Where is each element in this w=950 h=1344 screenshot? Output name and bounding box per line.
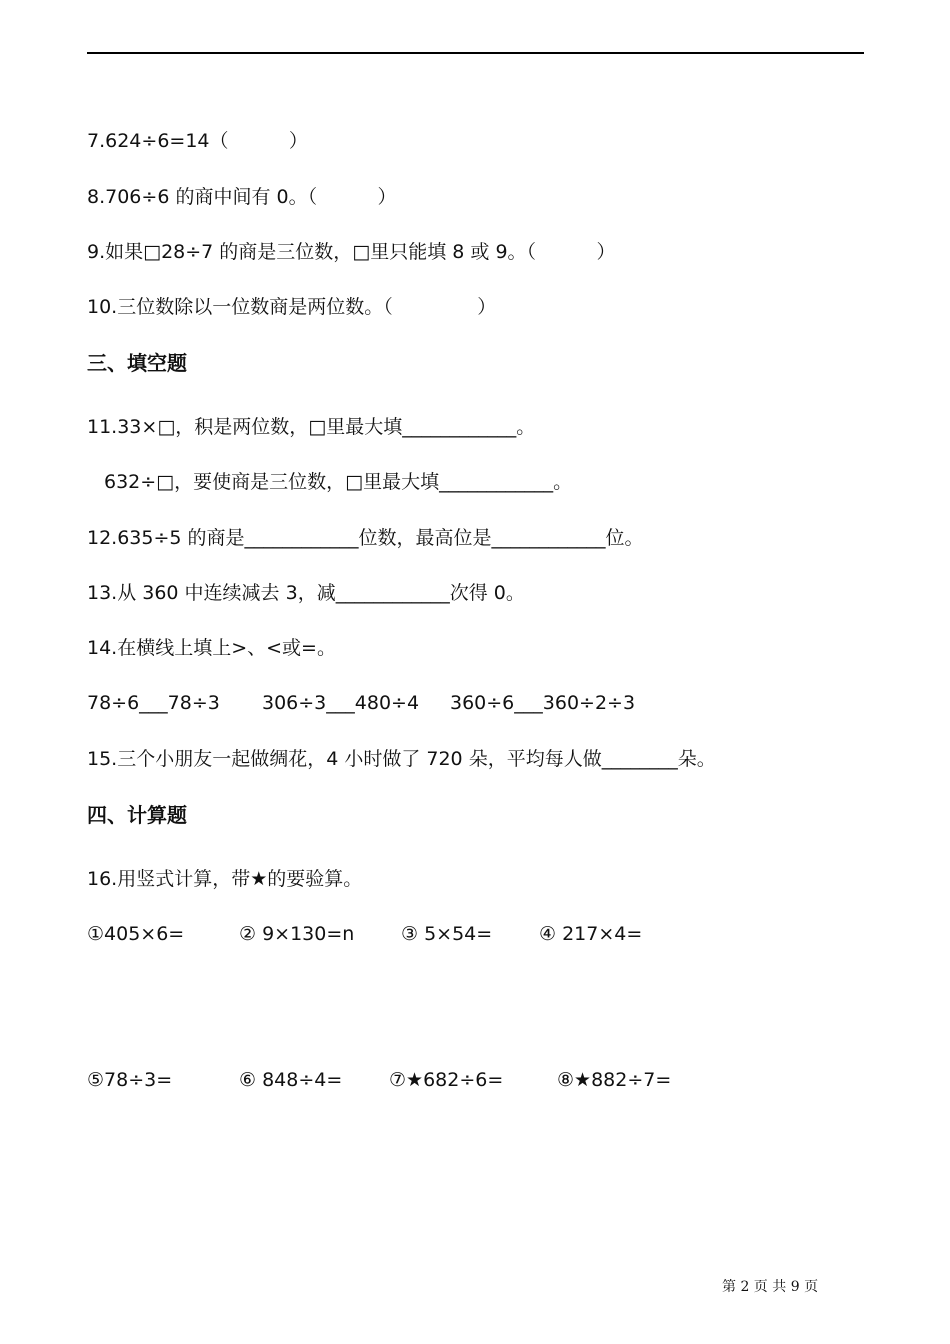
calc-item-7: ⑦★682÷6= xyxy=(389,1069,504,1091)
question-10: 10.三位数除以一位数商是两位数。（ ） xyxy=(87,296,497,318)
question-12: 12.635÷5 的商是____________位数，最高位是____________位。 xyxy=(87,527,644,549)
question-15: 15.三个小朋友一起做绸花，4 小时做了 720 朵，平均每人做________朵。 xyxy=(87,748,716,770)
calc-item-8: ⑧★882÷7= xyxy=(557,1069,672,1091)
calc-item-6: ⑥ 848÷4= xyxy=(239,1069,343,1091)
calc-item-4: ④ 217×4= xyxy=(539,923,643,945)
question-16: 16.用竖式计算，带★的要验算。 xyxy=(87,868,363,890)
question-13: 13.从 360 中连续减去 3，减____________次得 0。 xyxy=(87,582,525,604)
question-14: 14.在横线上填上>、<或=。 xyxy=(87,637,336,659)
question-9: 9.如果□28÷7 的商是三位数，□里只能填 8 或 9。（ ） xyxy=(87,241,616,263)
section-title-calculation: 四、计算题 xyxy=(87,803,187,827)
page-number-footer: 第 2 页 共 9 页 xyxy=(722,1279,819,1295)
compare-item-3: 360÷6___360÷2÷3 xyxy=(450,692,636,714)
question-8: 8.706÷6 的商中间有 0。（ ） xyxy=(87,186,397,208)
calc-item-3: ③ 5×54= xyxy=(401,923,493,945)
calc-item-1: ①405×6= xyxy=(87,923,185,945)
calc-item-2: ② 9×130=n xyxy=(239,923,355,945)
question-11-part-b: 632÷□，要使商是三位数，□里最大填____________。 xyxy=(104,471,573,493)
compare-item-2: 306÷3___480÷4 xyxy=(262,692,420,714)
compare-item-1: 78÷6___78÷3 xyxy=(87,692,220,714)
question-7: 7.624÷6=14（ ） xyxy=(87,130,308,152)
header-rule xyxy=(87,52,864,54)
calc-item-5: ⑤78÷3= xyxy=(87,1069,173,1091)
question-11-part-a: 11.33×□，积是两位数，□里最大填____________。 xyxy=(87,416,536,438)
section-title-fill-in: 三、填空题 xyxy=(87,351,187,375)
